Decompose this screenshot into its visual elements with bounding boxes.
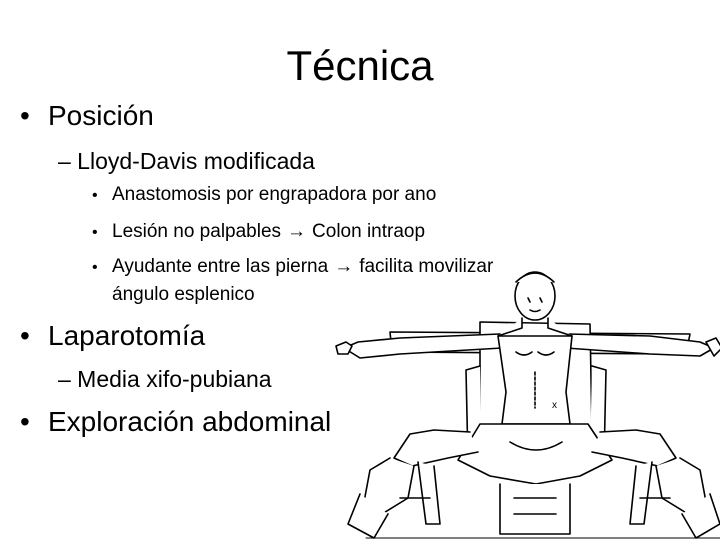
bullet-text: Laparotomía bbox=[48, 320, 206, 351]
bullet-icon: • bbox=[92, 259, 98, 276]
bullet-text: Exploración abdominal bbox=[48, 406, 332, 437]
arrow-icon: → bbox=[334, 256, 354, 277]
bullet-icon: • bbox=[20, 406, 30, 437]
bullet-text: – Media xifo-pubiana bbox=[58, 366, 272, 392]
bullet-text: Anastomosis por engrapadora por ano bbox=[112, 184, 437, 205]
bullet-icon: • bbox=[92, 224, 98, 241]
bullet-text: Posición bbox=[48, 100, 154, 131]
bullet-text: Colon intraop bbox=[312, 221, 426, 242]
bullet-level2-lloyd-davis bbox=[58, 148, 315, 175]
bullet-level3-anastomosis bbox=[92, 184, 436, 206]
bullet-level1-laparotomia bbox=[20, 320, 205, 352]
bullet-continuation: ángulo esplenico bbox=[112, 284, 255, 305]
slide-title: Técnica bbox=[286, 42, 434, 89]
bullet-icon: • bbox=[20, 100, 30, 131]
patient-position-illustration bbox=[330, 262, 720, 540]
bullet-icon: • bbox=[20, 320, 30, 351]
incision-marker: x bbox=[552, 400, 557, 411]
bullet-level2-media bbox=[58, 366, 272, 393]
bullet-text: Ayudante entre las pierna bbox=[112, 256, 329, 277]
bullet-text: facilita movilizar bbox=[359, 256, 494, 277]
bullet-level3-lesion bbox=[92, 221, 425, 243]
bullet-level1-exploracion bbox=[20, 406, 331, 438]
arrow-icon: → bbox=[287, 221, 307, 242]
bullet-text: Lesión no palpables bbox=[112, 221, 282, 242]
bullet-level1-posicion bbox=[20, 100, 154, 132]
bullet-icon: • bbox=[92, 187, 98, 204]
bullet-text: – Lloyd-Davis modificada bbox=[58, 148, 315, 174]
